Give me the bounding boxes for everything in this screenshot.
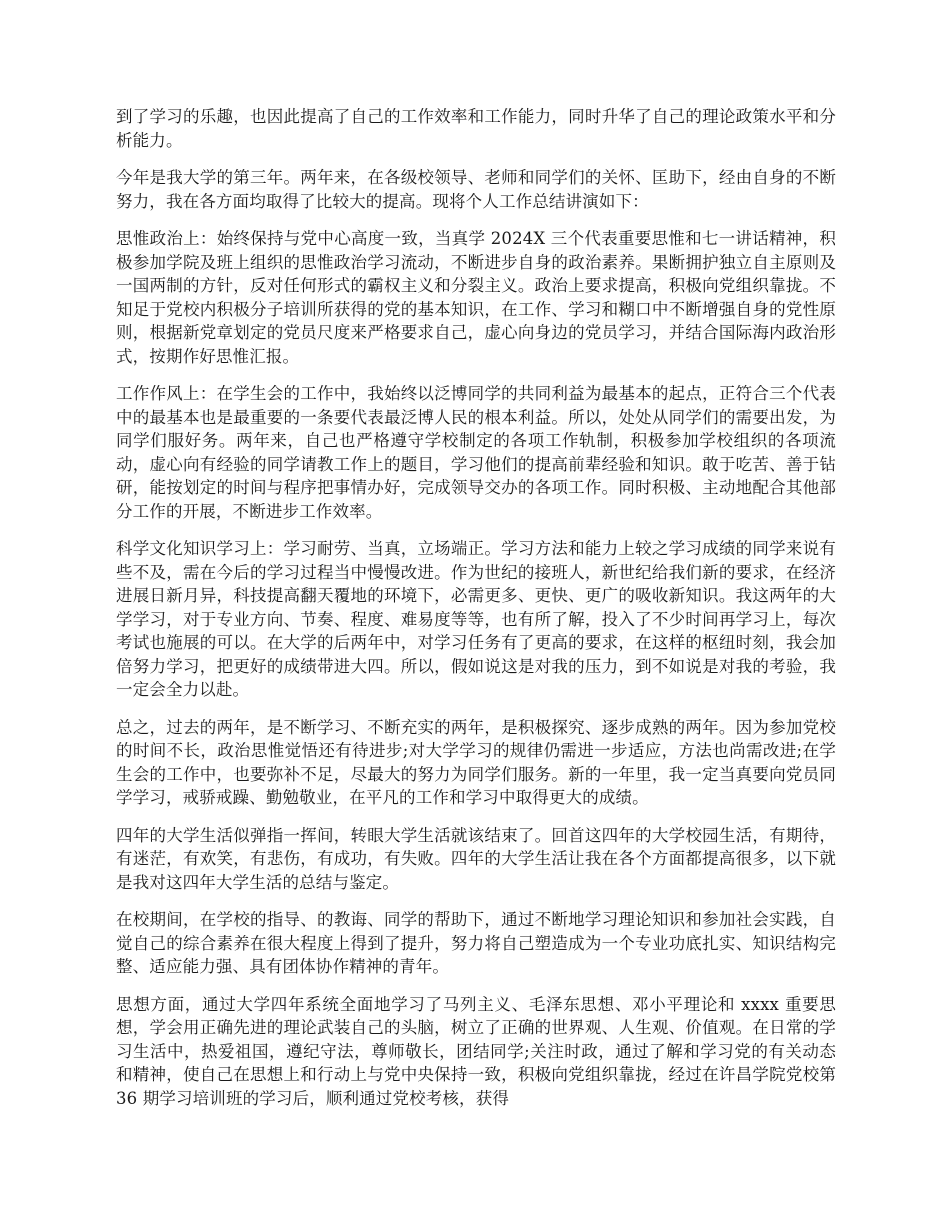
- paragraph: 今年是我大学的第三年。两年来，在各级校领导、老师和同学们的关怀、匡助下，经由自身的不断努力，我在各方面均取得了比较大的提高。现将个人工作总结讲演如下：: [116, 168, 836, 211]
- paragraph: 总之，过去的两年，是不断学习、不断充实的两年，是积极探究、逐步成熟的两年。因为参加党校的时间不长，政治思惟觉悟还有待进步;对大学学习的规律仍需进一步适应，方法也尚需改进;在学生会的工作中，也要弥补不足，尽最大的努力为同学们服务。新的一年里，我一定当真要向党员同学学习，戒骄戒躁、勤勉敬业，在平凡的工作和学习中取得更大的成绩。: [116, 717, 836, 807]
- paragraph: 到了学习的乐趣，也因此提高了自己的工作效率和工作能力，同时升华了自己的理论政策水平和分析能力。: [116, 107, 836, 150]
- paragraph: 四年的大学生活似弹指一挥间，转眼大学生活就该结束了。回首这四年的大学校园生活，有期待，有迷茫，有欢笑，有悲伤，有成功，有失败。四年的大学生活让我在各个方面都提高很多，以下就是我对这四年大学生活的总结与鉴定。: [116, 825, 836, 892]
- paragraph: 思惟政治上：始终保持与党中心高度一致，当真学 2024X 三个代表重要思惟和七一讲话精神，积极参加学院及班上组织的思惟政治学习流动，不断进步自身的政治素养。果断拥护独立自主原则及一国两制的方针，反对任何形式的霸权主义和分裂主义。政治上要求提高，积极向党组织靠拢。不知足于党校内积极分子培训所获得的党的基本知识，在工作、学习和糊口中不断增强自身的党性原则，根据新党章划定的党员尺度来严格要求自己，虚心向身边的党员学习，并结合国际海内政治形式，按期作好思惟汇报。: [116, 229, 836, 366]
- paragraph: 工作作风上：在学生会的工作中，我始终以泛博同学的共同利益为最基本的起点，正符合三个代表中的最基本也是最重要的一条要代表最泛博人民的根本利益。所以，处处从同学们的需要出发，为同学们服好务。两年来，自己也严格遵守学校制定的各项工作轨制，积极参加学校组织的各项流动，虚心向有经验的同学请教工作上的题目，学习他们的提高前辈经验和知识。敢于吃苦、善于钻研，能按划定的时间与程序把事情办好，完成领导交办的各项工作。同时积极、主动地配合其他部分工作的开展，不断进步工作效率。: [116, 384, 836, 521]
- document-body: [116, 105, 836, 1124]
- paragraph: 思想方面，通过大学四年系统全面地学习了马列主义、毛泽东思想、邓小平理论和 xxxx 重要思想，学会用正确先进的理论武装自己的头脑，树立了正确的世界观、人生观、价值观。在日常的学习生活中，热爱祖国，遵纪守法，尊师敬长，团结同学;关注时政，通过了解和学习党的有关动态和精神，使自己在思想上和行动上与党中央保持一致，积极向党组织靠拢，经过在许昌学院党校第 36 期学习培训班的学习后，顺利通过党校考核，获得: [116, 994, 836, 1108]
- paragraph: 在校期间，在学校的指导、的教诲、同学的帮助下，通过不断地学习理论知识和参加社会实践，自觉自己的综合素养在很大程度上得到了提升，努力将自己塑造成为一个专业功底扎实、知识结构完整、适应能力强、具有团体协作精神的青年。: [116, 910, 836, 976]
- paragraph: 科学文化知识学习上：学习耐劳、当真，立场端正。学习方法和能力上较之学习成绩的同学来说有些不及，需在今后的学习过程当中慢慢改进。作为世纪的接班人，新世纪给我们新的要求，在经济进展日新月异，科技提高翻天覆地的环境下，必需更多、更快、更广的吸收新知识。我这两年的大学学习，对于专业方向、节奏、程度、难易度等等，也有所了解，投入了不少时间再学习上，每次考试也施展的可以。在大学的后两年中，对学习任务有了更高的要求，在这样的枢纽时刻，我会加倍努力学习，把更好的成绩带进大四。所以，假如说这是对我的压力，到不如说是对我的考验，我一定会全力以赴。: [116, 539, 836, 699]
